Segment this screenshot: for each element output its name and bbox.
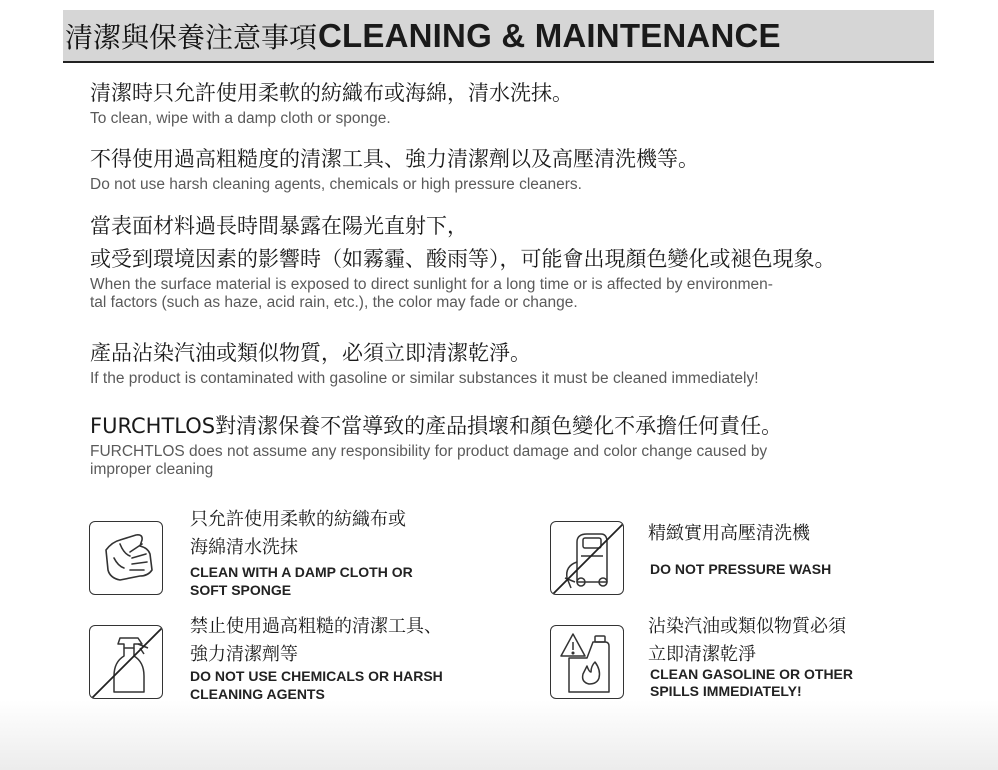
note-en-line2: improper cleaning xyxy=(90,461,214,478)
note-no-harsh-cleaners xyxy=(90,143,699,194)
note-en-line1: FURCHTLOS does not assume any responsibility for product damage and color change caused by xyxy=(90,443,768,460)
header-title-en: CLEANING & MAINTENANCE xyxy=(318,16,781,54)
section-header xyxy=(63,10,934,63)
card-en-line2: SOFT SPONGE xyxy=(190,582,292,598)
card-en-line2: SPILLS IMMEDIATELY! xyxy=(650,683,802,699)
note-en-line1: When the surface material is exposed to direct sunlight for a long time or is affected by environmen- xyxy=(90,276,773,293)
card-zh-line1: 只允許使用柔軟的紡織布或 xyxy=(190,509,406,530)
card-en-line1: CLEAN WITH A DAMP CLOTH OR xyxy=(190,564,413,580)
note-disclaimer xyxy=(90,410,782,479)
page-bottom-shade xyxy=(0,700,998,770)
card-zh-line2: 海綿清水洗抹 xyxy=(190,537,298,558)
flammable-canister-icon xyxy=(550,625,624,699)
note-gasoline xyxy=(90,337,759,388)
note-zh: 產品沾染汽油或類似物質，必須立即清潔乾淨。 xyxy=(90,341,531,365)
card-zh-line2: 立即清潔乾淨 xyxy=(648,644,756,665)
note-en: If the product is contaminated with gasoline or similar substances it must be cleaned immediately! xyxy=(90,370,759,387)
note-sun-fading xyxy=(90,210,836,312)
no-pressure-washer-icon xyxy=(550,521,624,595)
cloth-hand-icon xyxy=(89,521,163,595)
card-zh-line1: 禁止使用過高粗糙的清潔工具、 xyxy=(190,616,442,637)
note-zh-line2: 或受到環境因素的影響時（如霧霾、酸雨等），可能會出現顏色變化或褪色現象。 xyxy=(90,247,836,271)
card-zh-line2: 強力清潔劑等 xyxy=(190,644,298,665)
no-spray-bottle-icon xyxy=(89,625,163,699)
note-en: To clean, wipe with a damp cloth or sponge. xyxy=(90,110,391,127)
note-zh: FURCHTLOS對清潔保養不當導致的產品損壞和顏色變化不承擔任何責任。 xyxy=(90,414,783,438)
note-zh: 清潔時只允許使用柔軟的紡織布或海綿，清水洗抹。 xyxy=(90,81,573,105)
card-en-line1: DO NOT USE CHEMICALS OR HARSH xyxy=(190,668,443,684)
header-title-zh: 清潔與保養注意事項 xyxy=(65,20,318,54)
note-en-line2: tal factors (such as haze, acid rain, etc.), the color may fade or change. xyxy=(90,294,578,311)
note-zh-line1: 當表面材料過長時間暴露在陽光直射下， xyxy=(90,214,468,238)
card-zh-line1: 沾染汽油或類似物質必須 xyxy=(648,616,846,637)
note-zh: 不得使用過高粗糙度的清潔工具、強力清潔劑以及高壓清洗機等。 xyxy=(90,147,699,171)
note-en: Do not use harsh cleaning agents, chemicals or high pressure cleaners. xyxy=(90,176,582,193)
card-en-line1: CLEAN GASOLINE OR OTHER xyxy=(650,666,854,682)
card-en-line1: DO NOT PRESSURE WASH xyxy=(650,561,832,577)
card-en-line2: CLEANING AGENTS xyxy=(190,686,325,702)
card-zh-line1: 精緻實用高壓清洗機 xyxy=(648,523,810,544)
note-damp-cloth xyxy=(90,77,573,128)
